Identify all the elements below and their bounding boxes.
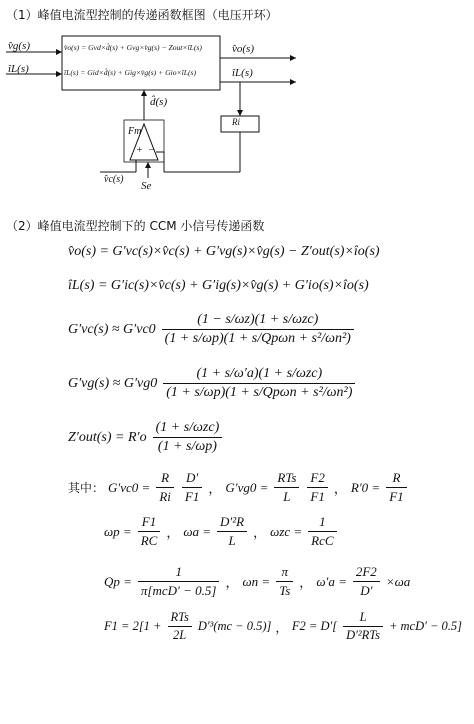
il-output-label: îL(s): [232, 67, 253, 79]
ri-block: [221, 116, 259, 132]
equation-omegas: ωp = $\frac{F1}{RC}$ ， ωa = $\frac{\text{D′²R}}{L}$ ， ωzc = $\frac{1}{\text{RcC}}$: [104, 514, 339, 549]
gvg-fraction: $\frac{\text{(1 + s/ω′a)(1 + s/ωzc)}}{\text{(1 + s/ωp)(1 + s/Qpωn + s²/ωn²)}}$: [163, 366, 355, 401]
equation-gvg: G′vg(s) ≈ G′vg0 $\frac{\text{(1 + s/ω′a)(1 + s/ωzc)}}{\text{(1 + s/ωp)(1 + s/Qpωn + s²/ωn²)}}$: [68, 366, 357, 401]
minus-sign: −: [148, 145, 155, 156]
vo-output-label: v̂o(s): [232, 43, 254, 55]
il-input-label: îL(s): [8, 63, 29, 75]
section-heading-2: （2）峰值电流型控制下的 CCM 小信号传递函数: [6, 219, 265, 233]
section-heading-1: （1）峰值电流型控制的传递函数框图（电压开环）: [6, 8, 278, 22]
equation-f1-f2: F1 = 2[1 + $\frac{\text{RTs}}{2L}$ D′³(mc − 0.5)] ， F2 = D′[ $\frac{L}{\text{D′²RTs}}$ + mcD′ − 0.5]: [104, 610, 463, 642]
equation-il: îL(s) = G′ic(s)×v̂c(s) + G′ig(s)×v̂g(s) + G′io(s)×îo(s): [68, 278, 369, 293]
equation-vo: v̂o(s) = G′vc(s)×v̂c(s) + G′vg(s)×v̂g(s) − Z′out(s)×îo(s): [68, 244, 380, 259]
equation-gvc: G′vc(s) ≈ G′vc0 $\frac{\text{(1 − s/ωz)(1 + s/ωzc)}}{\text{(1 + s/ωp)(1 + s/Qpωn + s²/ωn²)}}$: [68, 312, 356, 347]
d-label: d̂(s): [150, 96, 168, 108]
plus-sign: +: [136, 145, 143, 156]
box-equation-il: îL(s) = Gid×d̂(s) + Gig×v̂g(s) + Gio×îL(s): [64, 68, 196, 77]
vc-label: v̂c(s): [104, 174, 124, 185]
fm-label: Fm: [128, 126, 142, 137]
gvc-fraction: $\frac{\text{(1 − s/ωz)(1 + s/ωzc)}}{\text{(1 + s/ωp)(1 + s/Qpωn + s²/ωn²)}}$: [162, 312, 354, 347]
equation-zout: Z′out(s) = R′o $\frac{\text{(1 + s/ωzc)}}{(1 + s/\omega p)}$: [68, 420, 224, 455]
zout-fraction: $\frac{\text{(1 + s/ωzc)}}{(1 + s/\omega p)}$: [153, 420, 223, 455]
se-label: Se: [141, 180, 152, 192]
vg-input-label: v̂g(s): [8, 40, 30, 52]
box-equation-vo: v̂o(s) = Gvd×d̂(s) + Gvg×v̂g(s) − Zout×îL(s): [64, 43, 202, 52]
equation-qp: Qp = $\frac{1}{\text{π[mcD′ − 0.5]}}$ ， ωn = $\frac{\pi}{Ts}$ ， ω′a = $\frac{2F2}{D'}$ ×ωa: [104, 564, 411, 598]
ri-label: Ri: [232, 117, 240, 127]
equation-gains: 其中： G′vc0 = $\frac{R}{Ri}$ $\frac{D'}{F1}$ ， G′vg0 = $\frac{\text{RTs}}{L}$ $\frac{F2}{F1}$ ， R′0 = $\frac{R}{F1}$: [68, 470, 409, 505]
